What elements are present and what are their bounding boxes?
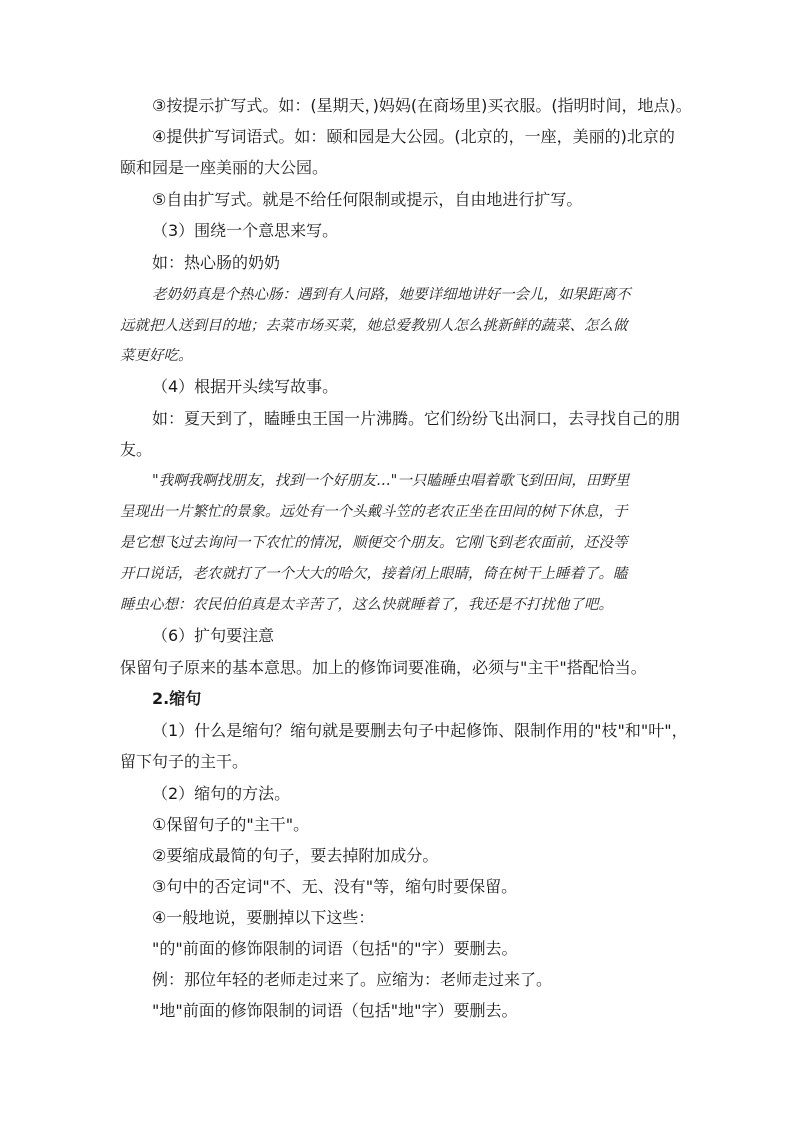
text-line: 留下句子的主干。 <box>120 752 249 771</box>
section-title: 2.缩句 <box>152 689 202 708</box>
story-text-line: 开口说话，老农就打了一个大大的哈欠，接着闭上眼睛，倚在树干上睡着了。瞌 <box>120 566 628 582</box>
list-item: ②要缩成最简的句子，要去掉附加成分。 <box>152 846 439 865</box>
story-text-line: 是它想飞过去询问一下农忙的情况，顺便交个朋友。它刚飞到老农面前，还没等 <box>120 535 628 551</box>
section-heading: （4）根据开头续写故事。 <box>152 377 339 396</box>
text-line: ⑤自由扩写式。就是不给任何限制或提示，自由地进行扩写。 <box>152 190 583 209</box>
text-line: 例：那位年轻的老师走过来了。应缩为：老师走过来了。 <box>152 970 553 989</box>
example-text-line: 远就把人送到目的地；去菜市场买菜，她总爱教别人怎么挑新鲜的蔬菜、怎么做 <box>120 318 628 334</box>
list-item: ④一般地说，要删掉以下这些： <box>152 908 375 927</box>
text-line: ③按提示扩写式。如：(星期天，)妈妈(在商场里)买衣服。(指明时间，地点)。 <box>152 96 692 115</box>
text-line: （1）什么是缩句？缩句就是要删去句子中起修饰、限制作用的"枝"和"叶"， <box>152 721 688 740</box>
text-line: 如：夏天到了，瞌睡虫王国一片沸腾。它们纷纷飞出洞口，去寻找自己的朋 <box>152 409 681 428</box>
list-item: ③句中的否定词"不、无、没有"等，缩句时要保留。 <box>152 877 518 896</box>
text-line: 颐和园是一座美丽的大公园。 <box>120 158 329 177</box>
story-text-line: 睡虫心想：农民伯伯真是太辛苦了，这么快就睡着了，我还是不打扰他了吧。 <box>120 597 613 613</box>
text-line: 保留句子原来的基本意思。加上的修饰词要准确，必须与"主干"搭配恰当。 <box>120 658 647 677</box>
text-line: "的"前面的修饰限制的词语（包括"的"字）要删去。 <box>152 939 518 958</box>
example-text-line: 菜更好吃。 <box>120 348 193 364</box>
section-heading: （6）扩句要注意 <box>152 626 275 645</box>
list-item: ①保留句子的"主干"。 <box>152 815 310 834</box>
text-line: "地"前面的修饰限制的词语（包括"地"字）要删去。 <box>152 1001 518 1020</box>
example-text-line: 老奶奶真是个热心肠：遇到有人问路，她要详细地讲好一会儿，如果距离不 <box>152 287 631 303</box>
section-heading: （2）缩句的方法。 <box>152 784 291 803</box>
text-line: 友。 <box>120 440 153 459</box>
story-text-line: "我啊我啊找朋友，找到一个好朋友…"一只瞌睡虫唱着歌飞到田间，田野里 <box>152 473 630 489</box>
text-line: ④提供扩写词语式。如：颐和园是大公园。(北京的，一座，美丽的)北京的 <box>152 127 675 146</box>
example-title: 如：热心肠的奶奶 <box>152 253 281 272</box>
section-heading: （3）围绕一个意思来写。 <box>152 221 339 240</box>
story-text-line: 呈现出一片繁忙的景象。远处有一个头戴斗笠的老农正坐在田间的树下休息，于 <box>120 504 628 520</box>
